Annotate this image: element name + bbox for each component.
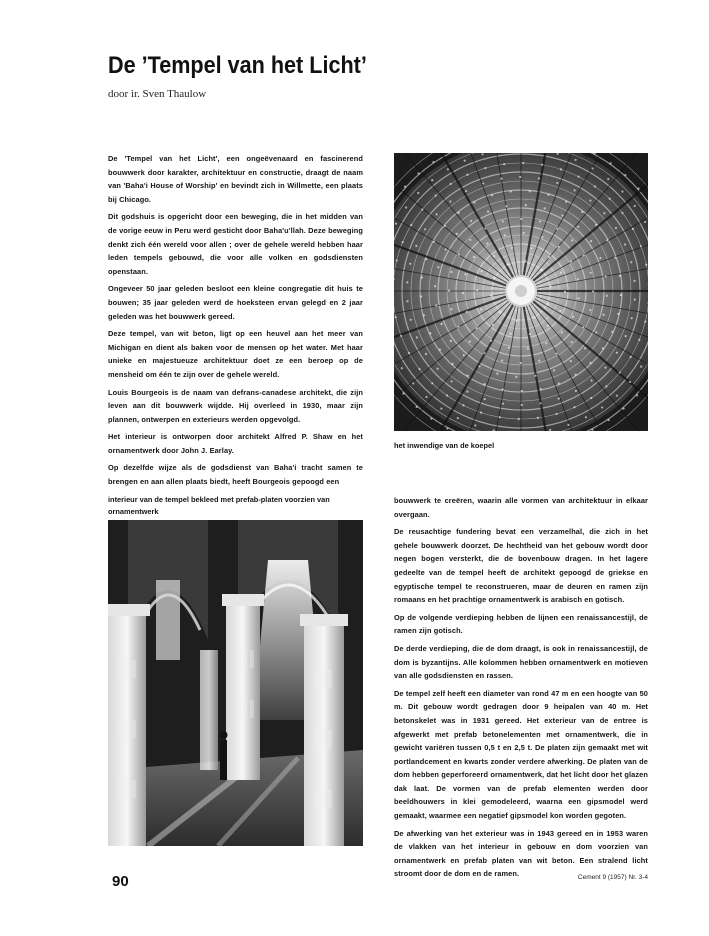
paragraph: Op dezelfde wijze als de godsdienst van Baha'i tracht samen te brengen en aan allen plaats biedt, heeft Bourgeois gepoogd een: [108, 463, 363, 487]
paragraph: Louis Bourgeois is de naam van defrans-canadese architekt, die zijn leven aan dit bouwwerk wijdde. Hij overleed in 1930, maar zijn plannen, ontwerpen en exterieurs werden opgevolgd.: [108, 387, 363, 424]
article-title: De ’Tempel van het Licht’: [108, 52, 367, 79]
paragraph: De derde verdieping, die de dom draagt, is ook in renaissancestijl, de dom is byzantijns. Alle kolommen hebben ornamentwerk en motieven van alle godsdiensten en rassen.: [394, 643, 648, 681]
paragraph: Het interieur is ontworpen door architekt Alfred P. Shaw en het ornamentwerk door John J. Earlay.: [108, 432, 363, 455]
paragraph: De tempel zelf heeft een diameter van rond 47 m en een hoogte van 50 m. Dit gebouw wordt gedragen door 9 heipalen van 40 m. Het betonskelet was in 1931 gereed. Het exterieur van de entree is afgewerkt met prefab betonelementen met ornamentwerk, die in gewicht variëren tussen 0,5 t en 2,5 t. De platen zijn gemaakt met wit portlandcement en kwarts zonder verdere afwerking. De platen van de dom hebben geperforeerd ornamentwerk, dat het licht door het glazen dak laat. De vormen van de prefab elementen werden door beeldhouwers in klei gemodeleerd, waarna een gipsmodel werd gemaakt, waarmee een negatief gipsmodel kon worden gegoten.: [394, 688, 648, 821]
paragraph: De 'Tempel van het Licht', een ongeëvenaard en fascinerend bouwwerk door karakter, architektuur en constructie, draagt de naam van 'Baha'i House of Worship' en bevindt zich in Willmette, een plaats bij Chicago.: [108, 154, 363, 204]
temple-interior-photo: [108, 520, 363, 846]
text-column-left: [108, 152, 363, 493]
article-author: door ir. Sven Thaulow: [108, 88, 207, 100]
interior-photo-caption: interieur van de tempel bekleed met prefab-platen voorzien van ornamentwerk: [108, 495, 330, 516]
page-number: 90: [112, 873, 129, 890]
dome-photo-caption: het inwendige van de koepel: [394, 441, 495, 450]
dome-interior-photo: [394, 153, 648, 431]
journal-reference: Cement 9 (1957) Nr. 3-4: [577, 874, 648, 881]
paragraph: Dit godshuis is opgericht door een beweging, die in het midden van de vorige eeuw in Peru werd gesticht door Baha'u'llah. Deze beweging denkt zich één wereld voor allen ; over de gehele wereld hebben haar leden tempels gebouwd, die voor alle volken en godsdiensten openstaan.: [108, 212, 363, 276]
text-column-right: [394, 494, 648, 885]
paragraph: Ongeveer 50 jaar geleden besloot een kleine congregatie dit huis te bouwen; 35 jaar geleden werd de hoeksteen ervan gelegd en 2 jaar geleden was het bouwwerk gereed.: [108, 284, 363, 321]
paragraph: Deze tempel, van wit beton, ligt op een heuvel aan het meer van Michigan en dient als baken voor de mensen op het water. Met haar unieke en majestueuze architektuur doet ze een beroep op de mensheid om één te zijn over de gehele wereld.: [108, 329, 363, 379]
paragraph: bouwwerk te creëren, waarin alle vormen van architektuur in elkaar overgaan.: [394, 496, 648, 519]
paragraph: De afwerking van het exterieur was in 1943 gereed en in 1953 waren de vlakken van het interieur in gebouw en dom voorzien van ornamentwerk en prefab platen van wit beton. Een stralend licht stroomt door de dom en de ramen.: [394, 828, 648, 879]
paragraph: De reusachtige fundering bevat een verzamelhal, die zich in het gehele bouwwerk doorzet. De hechtheid van het gebouw wordt door negen bogen versterkt, die de bovenbouw dragen. In het lagere gedeelte van de tempel heeft de architekt gepoogd de griekse en egyptische tempel te reconstrueren, maar de deuren en ramen zijn romaans en het prachtige ornamentwerk is arabisch en gotisch.: [394, 527, 648, 605]
paragraph: Op de volgende verdieping hebben de lijnen een renaissancestijl, de ramen zijn gotisch.: [394, 612, 648, 636]
